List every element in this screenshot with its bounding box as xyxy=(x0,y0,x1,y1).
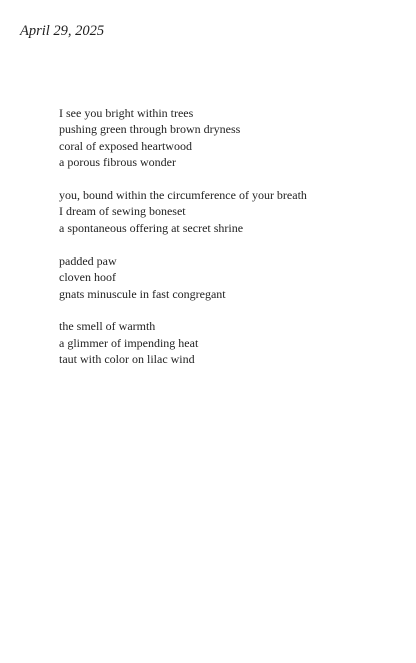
poem-line: taut with color on lilac wind xyxy=(59,352,195,367)
poem-line: pushing green through brown dryness xyxy=(59,122,241,137)
stanza xyxy=(59,105,399,171)
page-date: April 29, 2025 xyxy=(20,23,105,39)
poem-line: a spontaneous offering at secret shrine xyxy=(59,220,244,235)
poem-line: the smell of warmth xyxy=(59,319,156,334)
poem-line: gnats minuscule in fast congregant xyxy=(59,286,226,301)
poem-line: padded paw xyxy=(59,253,117,268)
stanza xyxy=(59,253,399,302)
poem-body xyxy=(59,105,399,384)
poem-line: cloven hoof xyxy=(59,270,116,285)
stanza xyxy=(59,318,399,367)
poem-line: a porous fibrous wonder xyxy=(59,155,176,170)
poem-line: coral of exposed heartwood xyxy=(59,138,192,153)
poem-line: I see you bright within trees xyxy=(59,106,194,120)
poem-line: you, bound within the circumference of your breath xyxy=(59,188,307,203)
poem-line: a glimmer of impending heat xyxy=(59,335,199,350)
stanza xyxy=(59,187,399,236)
poem-line: I dream of sewing boneset xyxy=(59,204,186,219)
